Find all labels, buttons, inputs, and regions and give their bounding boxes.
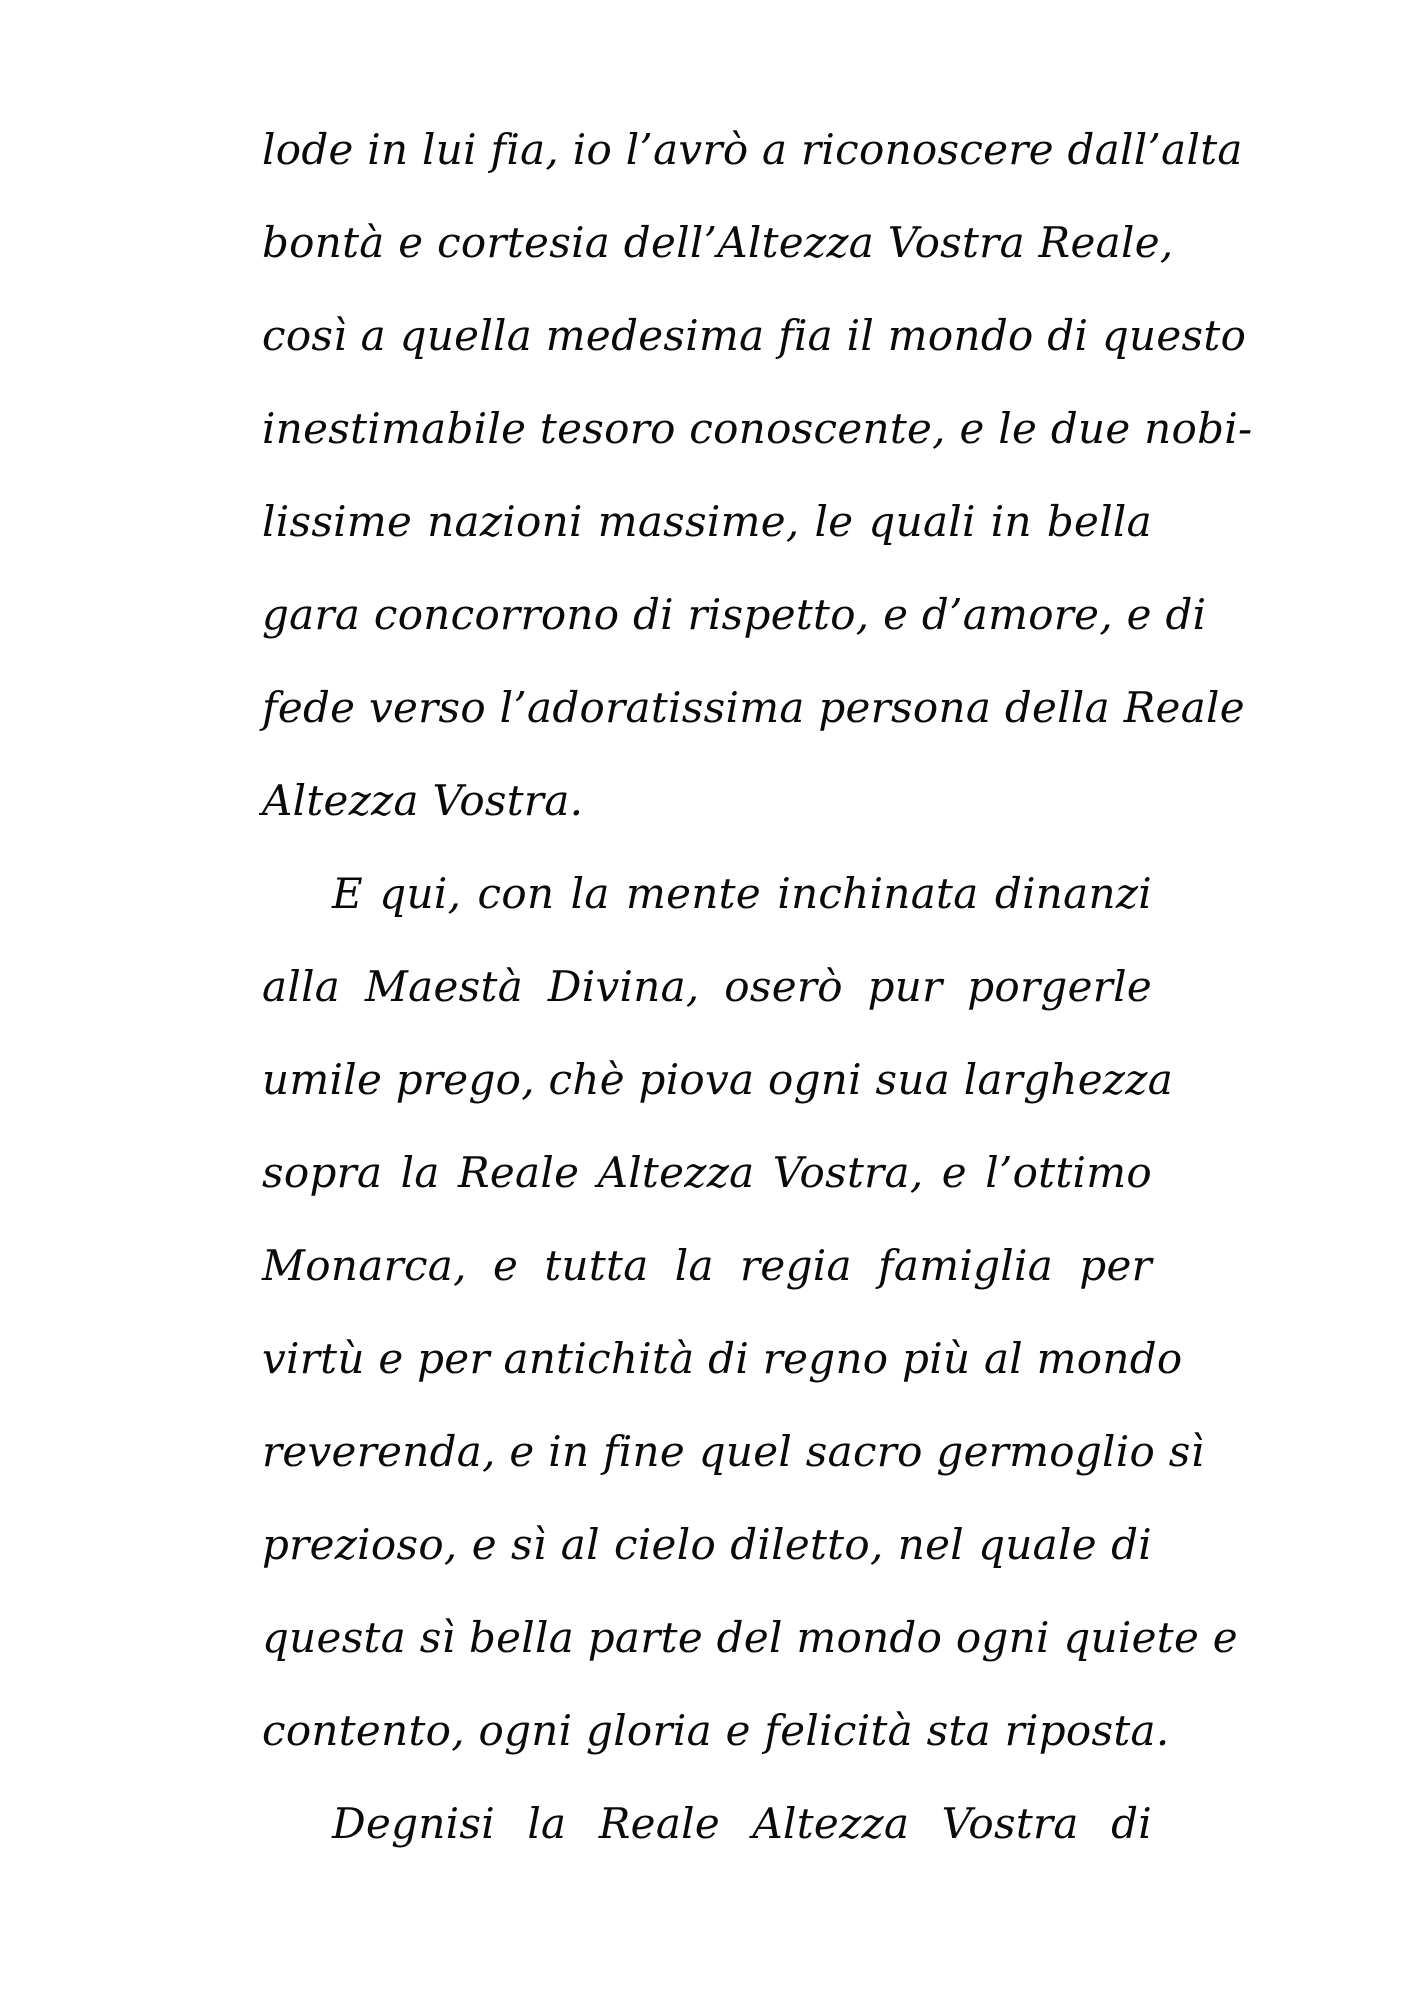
body-text <box>262 103 1253 1870</box>
text-line: fede verso l’adoratissima persona della Reale <box>262 683 1245 732</box>
text-line: alla Maestà Divina, oserò pur porgerle <box>262 962 1152 1011</box>
text-line: questa sì bella parte del mondo ogni quiete e <box>262 1613 1238 1662</box>
text-line: prezioso, e sì al cielo diletto, nel quale di <box>262 1520 1152 1569</box>
paragraph-start-line: E qui, con la mente inchinata dinanzi <box>332 869 1152 918</box>
text-line: umile prego, chè piova ogni sua larghezza <box>262 1055 1174 1104</box>
text-line: sopra la Reale Altezza Vostra, e l’ottimo <box>262 1148 1152 1197</box>
paragraph-end-line: Altezza Vostra. <box>262 776 584 825</box>
text-line: Monarca, e tutta la regia famiglia per <box>262 1241 1152 1290</box>
paragraph-start-line: Degnisi la Reale Altezza Vostra di <box>332 1799 1152 1848</box>
text-line: lode in lui fia, io l’avrò a riconoscere dall’alta <box>262 125 1243 174</box>
text-line: così a quella medesima fia il mondo di questo <box>262 311 1247 360</box>
text-line: lissime nazioni massime, le quali in bella <box>262 497 1152 546</box>
text-line: virtù e per antichità di regno più al mondo <box>262 1334 1183 1383</box>
text-line: inestimabile tesoro conoscente, e le due nobi- <box>262 404 1253 453</box>
text-line: gara concorrono di rispetto, e d’amore, e di <box>262 590 1207 639</box>
text-line: reverenda, e in fine quel sacro germoglio sì <box>262 1427 1205 1476</box>
text-line: bontà e cortesia dell’Altezza Vostra Reale, <box>262 218 1174 267</box>
paragraph-end-line: contento, ogni gloria e felicità sta riposta. <box>262 1706 1170 1755</box>
